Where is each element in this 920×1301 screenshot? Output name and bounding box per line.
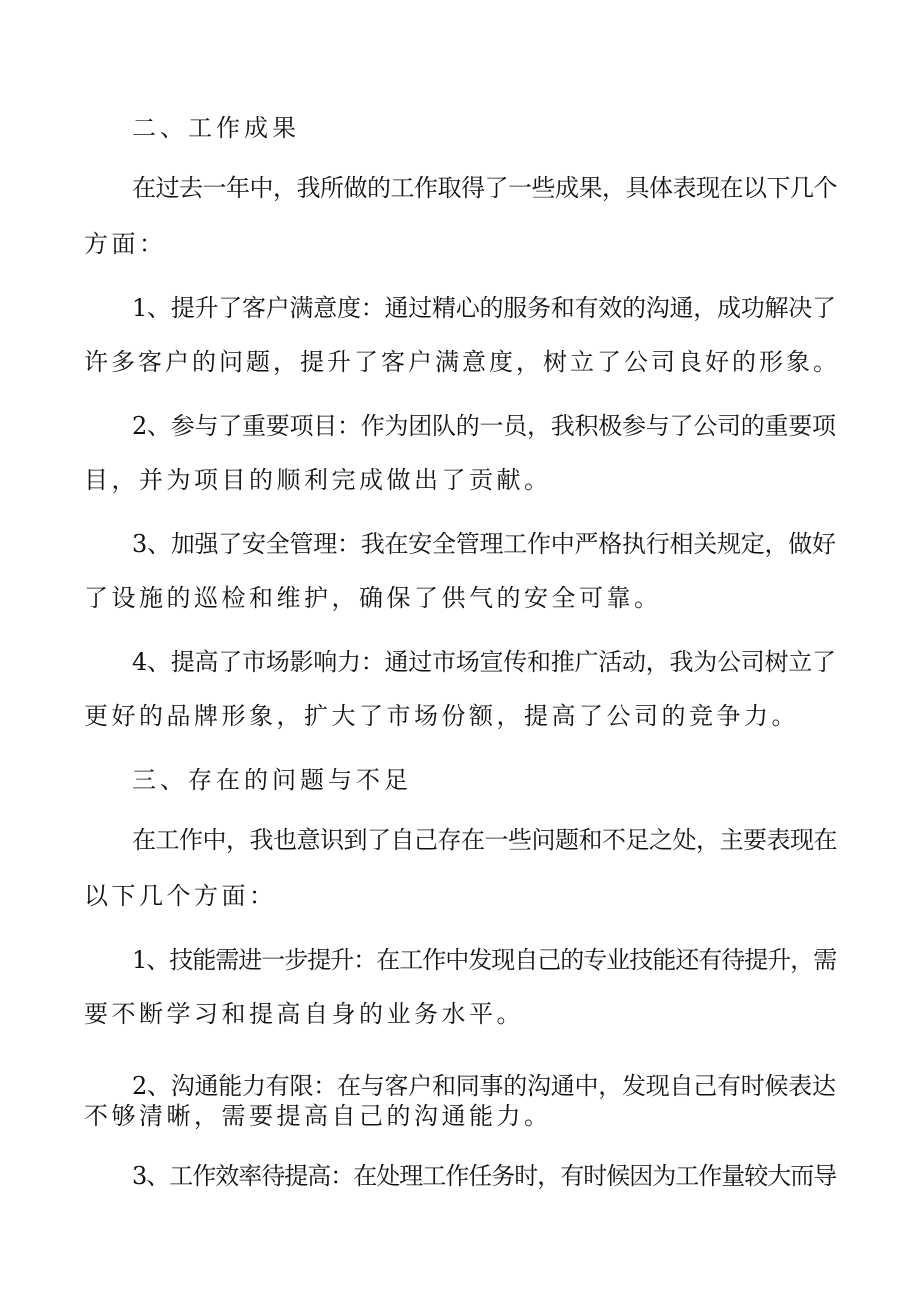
list-item-line: 更好的品牌形象，扩大了市场份额，提高了公司的竞争力。 <box>84 702 799 730</box>
paragraph-line: 在工作中，我也意识到了自己存在一些问题和不足之处，主要表现在 <box>132 826 837 854</box>
list-item-line: 许多客户的问题，提升了客户满意度，树立了公司良好的形象。 <box>84 348 840 376</box>
list-item-line: 要不断学习和提高自身的业务水平。 <box>84 1000 524 1028</box>
paragraph-line: 在过去一年中，我所做的工作取得了一些成果，具体表现在以下几个 <box>132 174 837 202</box>
list-item-line: 1、提升了客户满意度：通过精心的服务和有效的沟通，成功解决了 <box>132 294 836 322</box>
section-heading: 三、存在的问题与不足 <box>132 766 412 794</box>
list-item-line: 了设施的巡检和维护，确保了供气的安全可靠。 <box>84 584 662 612</box>
list-item-line: 2、沟通能力有限：在与客户和同事的沟通中，发现自己有时候表达 <box>132 1072 836 1100</box>
list-item-line: 2、参与了重要项目：作为团队的一员，我积极参与了公司的重要项 <box>132 412 836 440</box>
paragraph-line: 方面： <box>84 230 167 258</box>
list-item-line: 3、加强了安全管理：我在安全管理工作中严格执行相关规定，做好 <box>132 530 836 558</box>
list-item-line: 3、工作效率待提高：在处理工作任务时，有时候因为工作量较大而导 <box>132 1162 837 1190</box>
section-heading: 二、工作成果 <box>132 114 300 142</box>
list-item-line: 4、提高了市场影响力：通过市场宣传和推广活动，我为公司树立了 <box>132 648 836 676</box>
paragraph-line: 以下几个方面： <box>84 882 277 910</box>
list-item-line: 不够清晰，需要提高自己的沟通能力。 <box>84 1102 552 1130</box>
list-item-line: 目，并为项目的顺利完成做出了贡献。 <box>84 466 552 494</box>
list-item-line: 1、技能需进一步提升：在工作中发现自己的专业技能还有待提升，需 <box>132 946 837 974</box>
